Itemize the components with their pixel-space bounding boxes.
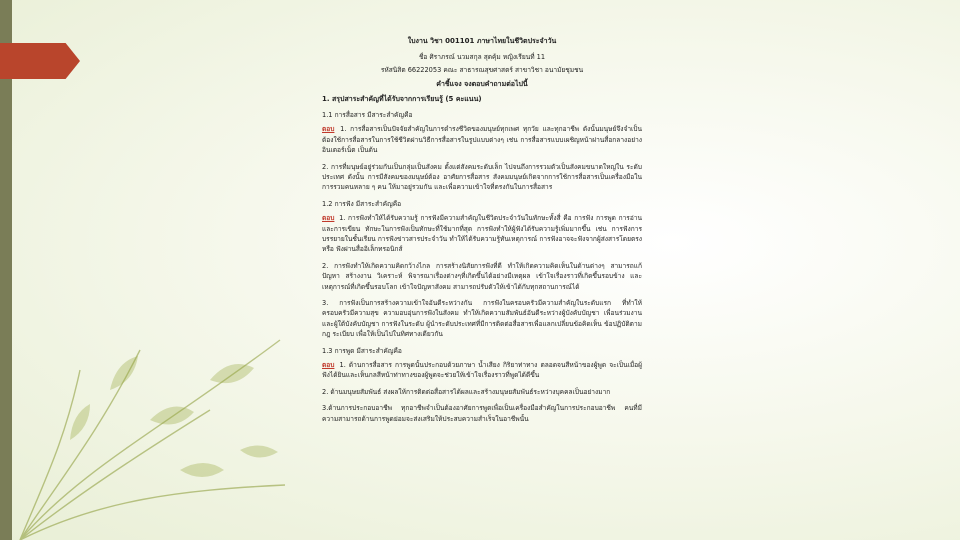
paragraph-text: 3.ด้านการประกอบอาชีพ ทุกอาชีพจำเป็นต้องอาศัยการพูดเพื่อเป็นเครื่องมือสำคัญในการประกอบอาชีพ คนที่มีความสามารถด้านการพูดย่อมจะส่งเสริมให้ประสบความสำเร็จในอาชีพนั้น	[322, 404, 642, 423]
worksheet-title: ใบงาน วิชา 001101 ภาษาไทยในชีวิตประจำวัน	[407, 37, 557, 45]
paragraph-text: 1. การฟังทำให้ได้รับความรู้ การฟังมีความสำคัญในชีวิตประจำวันในทักษะทั้งสี่ คือ การฟัง การพูด การอ่าน และการเขียน ทักษะในการฟังเป็นทักษะที่ใช้มากที่สุด การฟังทำให้ผู้ฟังได้รับความรู้เพิ่มมากขึ้น เช่น การฟังการบรรยายในชั้นเรียน การฟังข่าวสารประจำวัน ทำให้ได้รับความรู้ทันเหตุการณ์ การฟังอาจจะฟังจากผู้ส่งสารโดยตรง หรือ ฟังผ่านสื่ออิเล็กทรอนิกส์	[322, 214, 642, 254]
topic-heading: 1.2 การฟัง มีสาระสำคัญคือ	[322, 199, 402, 208]
answer-paragraph	[322, 162, 642, 193]
topic-heading: 1.1 การสื่อสาร มีสาระสำคัญคือ	[322, 110, 413, 119]
answer-paragraph	[322, 298, 642, 340]
student-name-line: ชื่อ ศิราภรณ์ นวมสกุล สุดคุ้ม หญิงเรียนที่ 11	[418, 53, 546, 62]
paragraph-text: 1. ด้านการสื่อสาร การพูดนั้นประกอบด้วยภาษา น้ำเสียง กิริยาท่าทาง ตลอดจนสีหน้าของผู้พูด จะเป็นเมื่อผู้ฟังได้ยินและเห็นกลสีหน้าท่าทางของผู้พูดจะช่วยให้เข้าใจเรื่องราวที่พูดได้ดีขึ้น	[322, 361, 642, 380]
plant-decoration	[10, 200, 290, 540]
answer-paragraph	[322, 124, 642, 155]
answer-label: ตอบ	[322, 214, 335, 223]
worksheet-document	[322, 36, 642, 430]
topics-container	[322, 110, 642, 424]
answer-label: ตอบ	[322, 125, 335, 134]
answer-paragraph	[322, 213, 642, 255]
paragraph-text: 3. การฟังเป็นการสร้างความเข้าใจอันดีระหว่างกัน การฟังในครอบครัวมีความสำคัญในระดับแรก ที่ทำให้ครอบครัวมีความสุข ความอบอุ่นการฟังในสังคม ทำให้เกิดความสัมพันธ์อันดีระหว่างผู้บังคับบัญชา เพื่อนร่วมงานและผู้ใต้บังคับบัญชา การฟังในระดับ ผู้นำระดับประเทศที่มีการติดต่อสื่อสารเพื่อแลกเปลี่ยนข้อคิดเห็น ข้อปฏิบัติตามกฎ ระเบียบ เพื่อให้เป็นไปในทิศทางเดียวกัน	[322, 299, 642, 339]
paragraph-text: 1. การสื่อสารเป็นปัจจัยสำคัญในการดำรงชีวิตของมนุษย์ทุกเพศ ทุกวัย และทุกอาชีพ ดังนั้นมนุษย์จึงจำเป็นต้องใช้การสื่อสารในการใช้ชีวิตผ่านวิธีการสื่อสารในรูปแบบต่างๆ เช่น การสื่อสารแบบเผชิญหน้าผ่านสื่อกลางอย่างอินเตอร์เน็ต เป็นต้น	[322, 125, 642, 155]
answer-paragraph	[322, 387, 642, 397]
section-1-title: 1. สรุปสาระสำคัญที่ได้รับจากการเรียนรู้ (5 คะแนน)	[322, 94, 482, 103]
student-id-line: รหัสนิสิต 66222053 คณะ สาธารณสุขศาสตร์ สาขาวิชา อนามัยชุมชน	[380, 66, 584, 75]
answer-paragraph	[322, 360, 642, 381]
paragraph-text: 2. การฟังทำให้เกิดความคิดกว้างไกล การสร้างนิสัยการฟังที่ดี ทำให้เกิดความคิดเห็นในด้านต่างๆ สามารถแก้ปัญหา สร้างงาน วิเคราะห์ พิจารณาเรื่องต่างๆที่เกิดขึ้นได้อย่างมีเหตุผล เข้าใจเรื่องราวที่เกิดขึ้นรอบข้าง และเหตุการณ์ที่เกิดขึ้นรอบโลก เข้าใจปัญหาสังคม สามารถปรับตัวให้เข้าได้กับทุกสถานการณ์ได้	[322, 261, 642, 291]
instruction-heading: คำชี้แจง จงตอบคำถามต่อไปนี้	[436, 79, 528, 88]
answer-paragraph	[322, 261, 642, 292]
paragraph-text: 2. ด้านมนุษยสัมพันธ์ ส่งผลให้การติดต่อสื่อสารได้ผลและสร้างมนุษยสัมพันธ์ระหว่างบุคคลเป็นอย่างมาก	[322, 387, 611, 396]
paragraph-text: 2. การที่มนุษย์อยู่ร่วมกันเป็นกลุ่มเป็นสังคม ตั้งแต่สังคมระดับเล็ก ไปจนถึงการรวมตัวเป็นสังคมขนาดใหญ่ใน ระดับประเทศ ดังนั้น การมีสังคมของมนุษย์ต้อง อาศัยการสื่อสาร สังคมมนุษย์เกิดจากการใช้การสื่อสารเป็นเครื่องมือในการรวมคนหลาย ๆ คน ให้มาอยู่รวมกัน และเพื่อความเข้าใจที่ตรงกันในการสื่อสาร	[322, 162, 642, 192]
answer-label: ตอบ	[322, 361, 335, 370]
topic-heading: 1.3 การพูด มีสาระสำคัญคือ	[322, 346, 402, 355]
answer-paragraph	[322, 403, 642, 424]
red-tab-decor	[0, 43, 80, 79]
